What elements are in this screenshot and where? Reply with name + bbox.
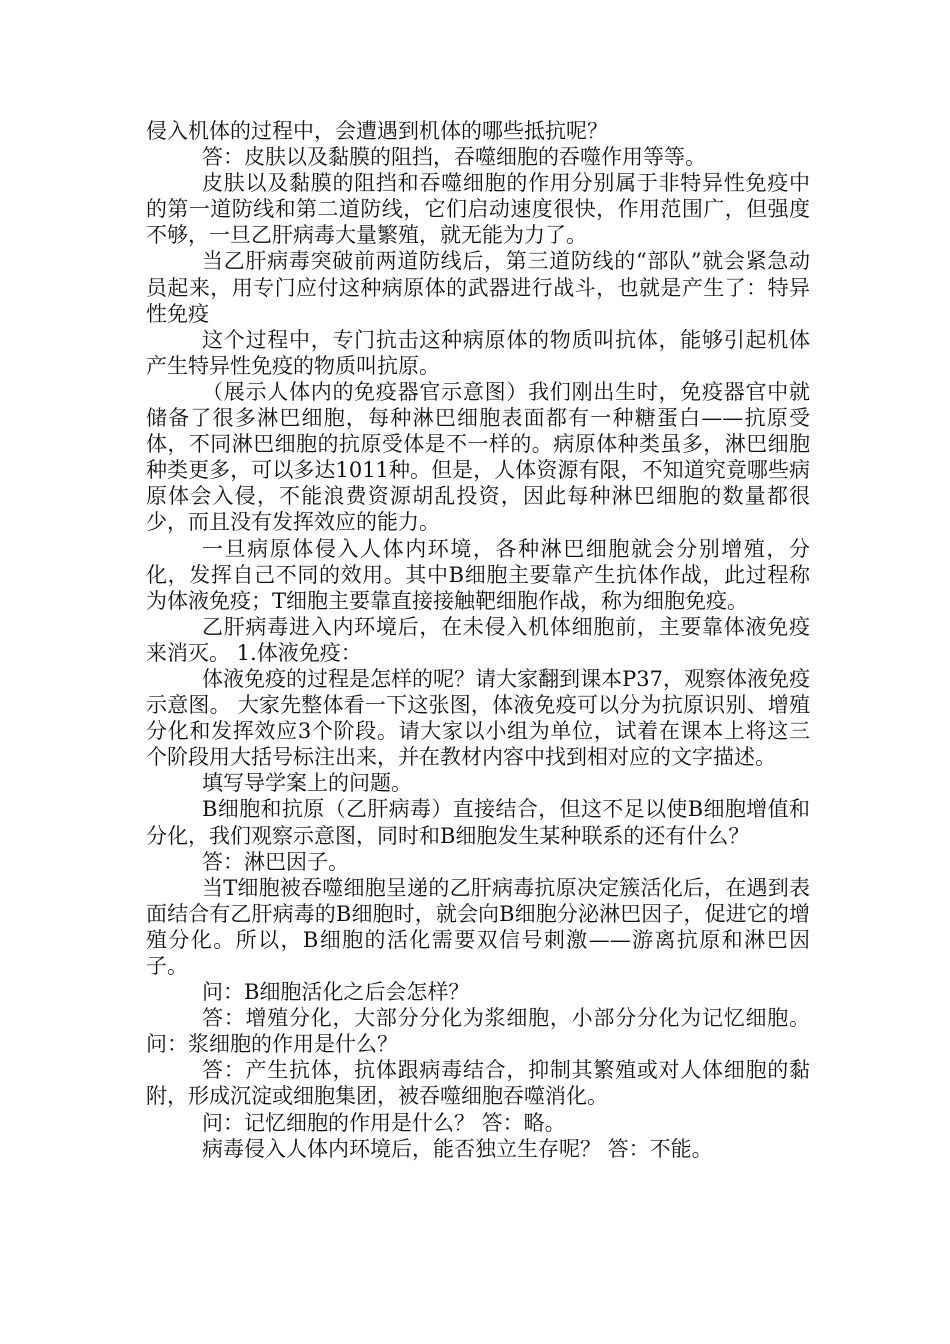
paragraph-6: （展示人体内的免疫器官示意图）我们刚出生时，免疫器官中就储备了很多淋巴细胞，每种淋巴细胞表面都有一种糖蛋白——抗原受体，不同淋巴细胞的抗原受体是不一样的。病原体种类虽多，淋巴细胞种类更多，可以多达1011种。但是，人体资源有限，不知道究竟哪些病原体会入侵，不能浪费资源胡乱投资，因此每种淋巴细胞的数量都很少，而且没有发挥效应的能力。 xyxy=(146,379,810,535)
paragraph-15: 答：增殖分化，大部分分化为浆细胞，小部分分化为记忆细胞。 问：浆细胞的作用是什么？ xyxy=(146,1006,810,1057)
paragraph-17: 问：记忆细胞的作用是什么？ 答：略。 xyxy=(202,1110,566,1135)
paragraph-18: 病毒侵入人体内环境后，能否独立生存呢？ 答：不能。 xyxy=(202,1136,713,1161)
paragraph-13: 当T细胞被吞噬细胞呈递的乙肝病毒抗原决定簇活化后，在遇到表面结合有乙肝病毒的B细胞时，就会向B细胞分泌淋巴因子，促进它的增殖分化。所以，B细胞的活化需要双信号刺激——游离抗原和淋巴因子。 xyxy=(146,875,810,978)
paragraph-12: 答：淋巴因子。 xyxy=(202,849,349,874)
paragraph-8: 乙肝病毒进入内环境后，在未侵入机体细胞前，主要靠体液免疫来消灭。 1.体液免疫： xyxy=(146,614,810,665)
paragraph-16: 答：产生抗体，抗体跟病毒结合，抑制其繁殖或对人体细胞的黏附，形成沉淀或细胞集团，被吞噬细胞吞噬消化。 xyxy=(146,1058,810,1109)
paragraph-7: 一旦病原体侵入人体内环境，各种淋巴细胞就会分别增殖，分化，发挥自己不同的效用。其中B细胞主要靠产生抗体作战，此过程称为体液免疫；T细胞主要靠直接接触靶细胞作战，称为细胞免疫。 xyxy=(146,536,810,613)
paragraph-10: 填写导学案上的问题。 xyxy=(202,771,412,796)
paragraph-14: 问：B细胞活化之后会怎样？ xyxy=(202,980,470,1005)
paragraph-4: 当乙肝病毒突破前两道防线后，第三道防线的“部队”就会紧急动员起来，用专门应付这种病原体的武器进行战斗，也就是产生了：特异性免疫 xyxy=(146,249,810,326)
paragraph-3: 皮肤以及黏膜的阻挡和吞噬细胞的作用分别属于非特异性免疫中的第一道防线和第二道防线，它们启动速度很快，作用范围广，但强度不够，一旦乙肝病毒大量繁殖，就无能为力了。 xyxy=(146,171,810,248)
paragraph-2: 答：皮肤以及黏膜的阻挡，吞噬细胞的吞噬作用等等。 xyxy=(202,145,706,170)
document-body xyxy=(146,118,810,1162)
paragraph-1: 侵入机体的过程中，会遭遇到机体的哪些抵抗呢？ xyxy=(146,119,608,143)
paragraph-5: 这个过程中，专门抗击这种病原体的物质叫抗体，能够引起机体产生特异性免疫的物质叫抗原。 xyxy=(146,327,810,378)
paragraph-9: 体液免疫的过程是怎样的呢？请大家翻到课本P37，观察体液免疫示意图。 大家先整体看一下这张图，体液免疫可以分为抗原识别、增殖分化和发挥效应3个阶段。请大家以小组为单位，试着在课本上将这三个阶段用大括号标注出来，并在教材内容中找到相对应的文字描述。 xyxy=(146,666,810,770)
paragraph-11: B细胞和抗原（乙肝病毒）直接结合，但这不足以使B细胞增值和分化，我们观察示意图，同时和B细胞发生某种联系的还有什么？ xyxy=(146,797,810,848)
